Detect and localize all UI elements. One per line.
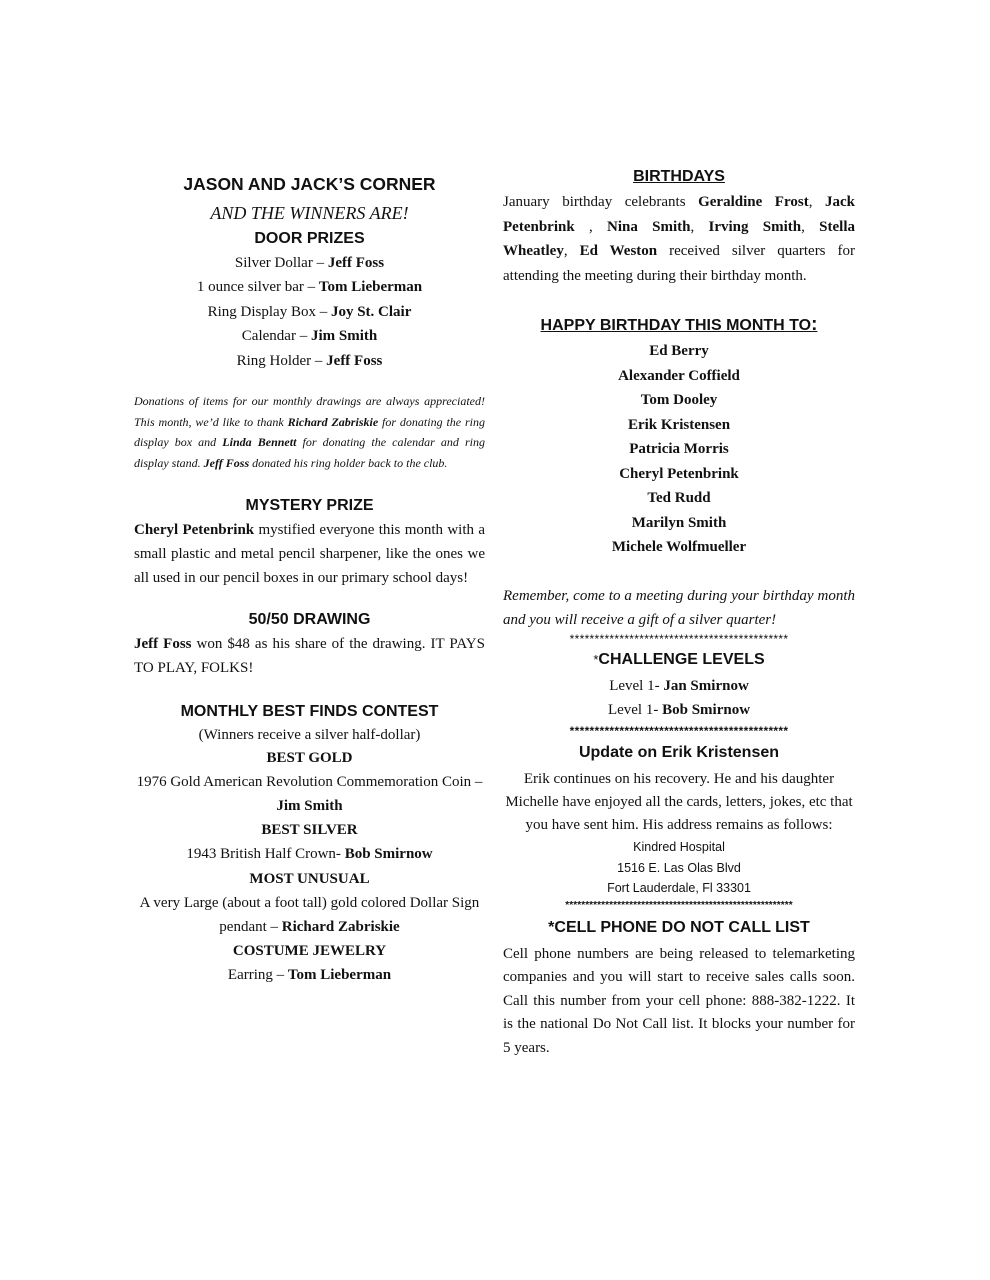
left-column <box>134 168 485 988</box>
door-prize-item <box>134 300 485 325</box>
challenge-heading <box>503 646 855 674</box>
address-line: 1516 E. Las Olas Blvd <box>617 860 741 875</box>
birthdays-intro: January birthday celebrants <box>503 194 699 210</box>
happy-birthday-heading <box>503 314 855 337</box>
challenge-level <box>503 674 855 699</box>
door-prize-item <box>134 349 485 374</box>
door-prizes-list <box>134 251 485 374</box>
mystery-description: mystified everyone this month with a small plastic and metal pencil sharpener, like the ones we all used in our pencil boxes in our primary school days! <box>134 522 485 587</box>
birthday-name: Michele Wolfmueller <box>611 539 747 555</box>
column-subtitle: AND THE WINNERS ARE! <box>210 203 409 223</box>
entry-winner: Tom Lieberman <box>287 967 392 984</box>
prize-label: Ring Display Box – <box>207 303 331 320</box>
birthday-name: Marilyn Smith <box>631 514 727 531</box>
entry-winner: Jim Smith <box>276 798 343 815</box>
birthday-names-list <box>503 339 855 560</box>
contest-note: (Winners receive a silver half-dollar) <box>198 727 421 744</box>
entry-description: 1943 British Half Crown- <box>186 846 345 863</box>
prize-winner: Jeff Foss <box>326 352 383 369</box>
prize-winner: Jeff Foss <box>327 254 385 271</box>
drawing-text <box>134 632 485 680</box>
entry-winner: Richard Zabriskie <box>281 919 400 936</box>
most-unusual-label: MOST UNUSUAL <box>249 871 370 888</box>
drawing-winner: Jeff Foss <box>134 636 192 653</box>
donations-text: for donating the calendar and ring display stand. <box>134 435 485 470</box>
birthdays-outro: received silver quarters for attending the meeting during their birthday month. <box>503 243 855 284</box>
cell-phone-text: Cell phone numbers are being released to telemarketing companies and you will start to receive sales calls soon. Call this number from your cell phone: 888-382-1222. It is the national Do Not Call list. It blocks your number for 5 years. <box>503 945 855 1056</box>
birthdays-heading: BIRTHDAYS <box>633 168 725 185</box>
separator: , <box>690 218 709 235</box>
birthday-name: Ted Rudd <box>647 490 711 506</box>
birthday-reminder: Remember, come to a meeting during your birthday month and you will receive a gift of a silver quarter! <box>503 587 855 628</box>
donations-text: Donations of items for our monthly drawings are always appreciated! This month, we’d like to thank <box>134 394 485 429</box>
challenge-heading-text: CHALLENGE LEVELS <box>598 650 765 668</box>
best-gold-label: BEST GOLD <box>266 750 353 767</box>
prize-winner: Jim Smith <box>310 328 378 344</box>
hospital-address <box>503 837 855 899</box>
separator: , <box>808 194 826 210</box>
best-gold-entry <box>134 770 485 818</box>
door-prizes-heading: DOOR PRIZES <box>254 229 365 247</box>
entry-description: Earring – <box>227 967 288 984</box>
celebrant-name: Geraldine Frost <box>698 194 809 210</box>
costume-label: COSTUME JEWELRY <box>232 943 387 960</box>
birthday-name: Cheryl Petenbrink <box>619 465 739 482</box>
donations-text: for donating the ring display box and <box>134 414 486 450</box>
happy-birthday-text: HAPPY BIRTHDAY THIS MONTH TO <box>540 317 812 334</box>
entry-winner: Bob Smirnow <box>344 846 433 863</box>
birthday-name: Ed Berry <box>649 343 709 359</box>
entry-description: 1976 Gold American Revolution Commemoration Coin – <box>136 774 483 791</box>
mystery-prize-heading: MYSTERY PRIZE <box>245 497 374 515</box>
celebrant-name: Ed Weston <box>579 243 658 259</box>
donations-text: donated his ring holder back to the club. <box>249 455 448 470</box>
door-prize-item <box>134 251 485 276</box>
celebrant-name: Irving Smith <box>708 218 802 235</box>
celebrant-name: Jack Petenbrink <box>503 194 856 235</box>
prize-label: Calendar – <box>241 328 311 344</box>
divider-stars: ******************************************** <box>569 631 789 646</box>
level-label: Level 1- <box>607 702 663 718</box>
right-column <box>503 168 855 1060</box>
update-text: Erik continues on his recovery. He and his daughter Michelle have enjoyed all the cards, letters, jokes, etc that you have sent him. His address remains as follows: <box>505 770 853 834</box>
level-label: Level 1- <box>609 677 664 694</box>
donor-name: Richard Zabriskie <box>287 414 379 429</box>
level-name: Jan Smirnow <box>663 677 749 694</box>
address-line: Kindred Hospital <box>633 840 725 855</box>
mystery-winner: Cheryl Petenbrink <box>134 522 255 539</box>
prize-winner: Tom Lieberman <box>318 279 423 295</box>
entry-description: A very Large (about a foot tall) gold colored Dollar Sign pendant – <box>139 895 480 936</box>
prize-winner: Joy St. Clair <box>330 303 412 320</box>
address-line: Fort Lauderdale, Fl 33301 <box>607 881 751 896</box>
prize-label: Ring Holder – <box>236 352 327 369</box>
mystery-prize-text <box>134 518 485 590</box>
donations-note <box>134 391 485 473</box>
birthday-name: Erik Kristensen <box>627 416 731 433</box>
most-unusual-entry <box>134 891 485 939</box>
best-silver-entry <box>134 842 485 867</box>
birthday-name: Patricia Morris <box>629 441 729 457</box>
separator: , <box>801 218 820 235</box>
donor-name: Linda Bennett <box>222 435 297 450</box>
door-prize-item <box>134 324 485 349</box>
separator: , <box>563 243 580 259</box>
celebrant-name: Stella Wheatley <box>503 218 855 259</box>
door-prize-item <box>134 275 485 300</box>
drawing-heading: 50/50 DRAWING <box>248 611 371 629</box>
column-title: JASON AND JACK’S CORNER <box>183 174 436 194</box>
happy-birthday-colon: : <box>811 314 818 335</box>
birthday-name: Tom Dooley <box>640 392 718 408</box>
costume-entry <box>134 963 485 988</box>
donor-name: Jeff Foss <box>203 455 250 470</box>
update-heading: Update on Erik Kristensen <box>578 743 780 761</box>
drawing-description: won $48 as his share of the drawing. IT PAYS TO PLAY, FOLKS! <box>134 636 485 677</box>
birthdays-text <box>503 190 855 288</box>
separator: , <box>574 218 607 235</box>
celebrant-name: Nina Smith <box>606 218 691 235</box>
level-name: Bob Smirnow <box>662 702 751 718</box>
prize-label: Silver Dollar – <box>234 254 328 271</box>
divider-stars: ******************************************** <box>569 723 789 738</box>
challenge-level <box>503 698 855 723</box>
contest-heading: MONTHLY BEST FINDS CONTEST <box>180 703 439 721</box>
cell-phone-heading: *CELL PHONE DO NOT CALL LIST <box>548 918 810 936</box>
challenge-star: * <box>593 651 599 667</box>
prize-label: 1 ounce silver bar – <box>196 279 319 295</box>
divider-stars: ********************************************************* <box>565 899 793 911</box>
birthday-name: Alexander Coffield <box>618 367 740 384</box>
best-silver-label: BEST SILVER <box>261 822 358 839</box>
